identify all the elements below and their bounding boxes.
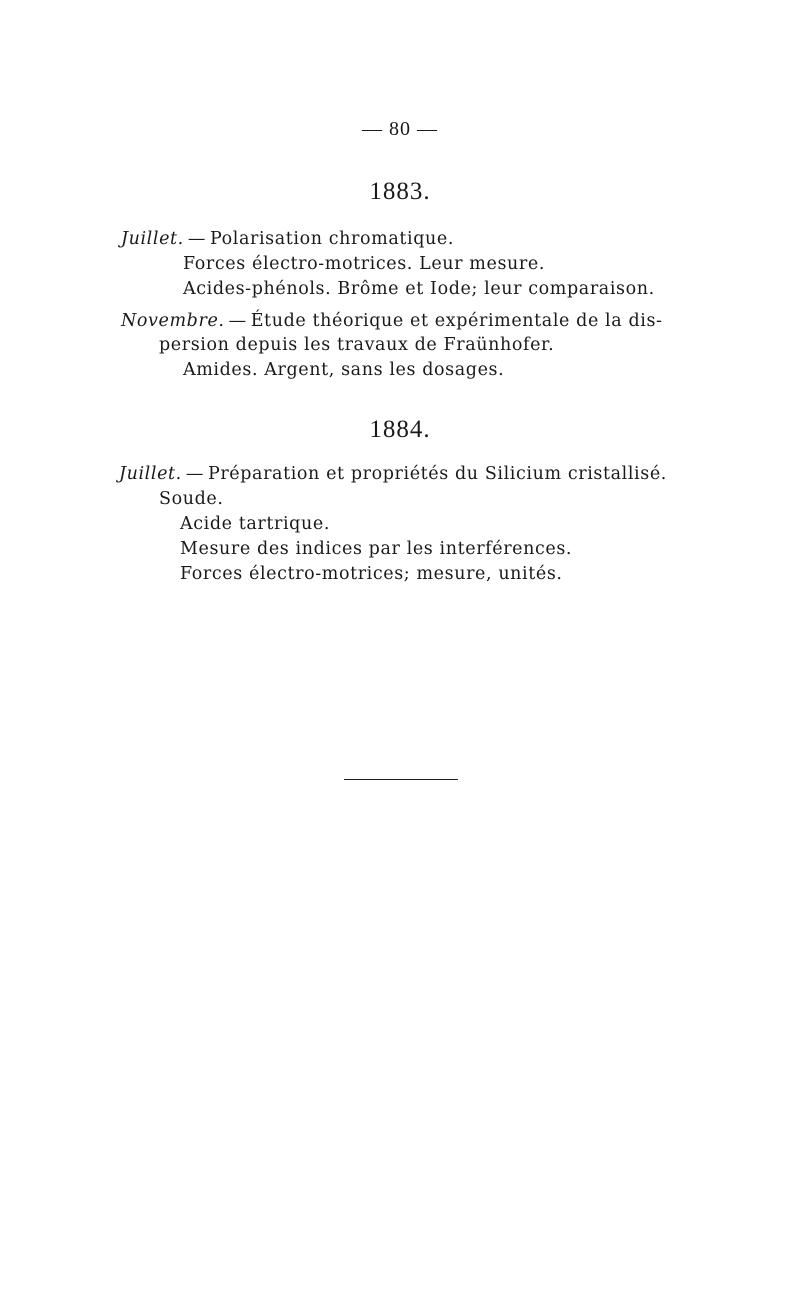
entry-line: [121, 226, 454, 252]
entry-line: [180, 511, 330, 537]
entry-text: Acides-phénols. Brôme et Iode; leur comparaison.: [183, 279, 655, 299]
em-dash: —: [228, 311, 247, 331]
entry-text: persion depuis les travaux de Fraünhofer.: [159, 335, 555, 355]
entry-line: [159, 486, 224, 512]
entry-line: [159, 332, 554, 358]
month-label: Juillet.: [121, 229, 184, 249]
entry-text: Polarisation chromatique.: [209, 229, 454, 249]
entry-text: Forces électro-motrices. Leur mesure.: [183, 254, 545, 274]
entry-line: [119, 461, 667, 487]
em-dash: —: [185, 464, 204, 484]
entry-text: Amides. Argent, sans les dosages.: [183, 360, 505, 380]
entry-text: Soude.: [159, 489, 224, 509]
entry-text: Mesure des indices par les interférences.: [180, 539, 573, 559]
entry-line: [183, 357, 504, 383]
entry-text: Forces électro-motrices; mesure, unités.: [180, 564, 563, 584]
page-number: — 80 —: [362, 118, 438, 140]
entry-line: [180, 561, 563, 587]
entry-line: [121, 308, 663, 334]
month-label: Novembre.: [121, 311, 225, 331]
section-divider-rule: [344, 779, 458, 780]
entry-line: [183, 251, 545, 277]
entry-text: Acide tartrique.: [180, 514, 330, 534]
entry-line: [180, 536, 572, 562]
entry-text: Préparation et propriétés du Silicium cristallisé.: [207, 464, 667, 484]
entry-line: [183, 276, 655, 302]
month-label: Juillet.: [119, 464, 182, 484]
year-heading-1884: 1884.: [369, 416, 431, 443]
year-heading-1883: 1883.: [369, 178, 431, 205]
em-dash: —: [187, 229, 206, 249]
entry-text: Étude théorique et expérimentale de la dis-: [250, 311, 663, 331]
